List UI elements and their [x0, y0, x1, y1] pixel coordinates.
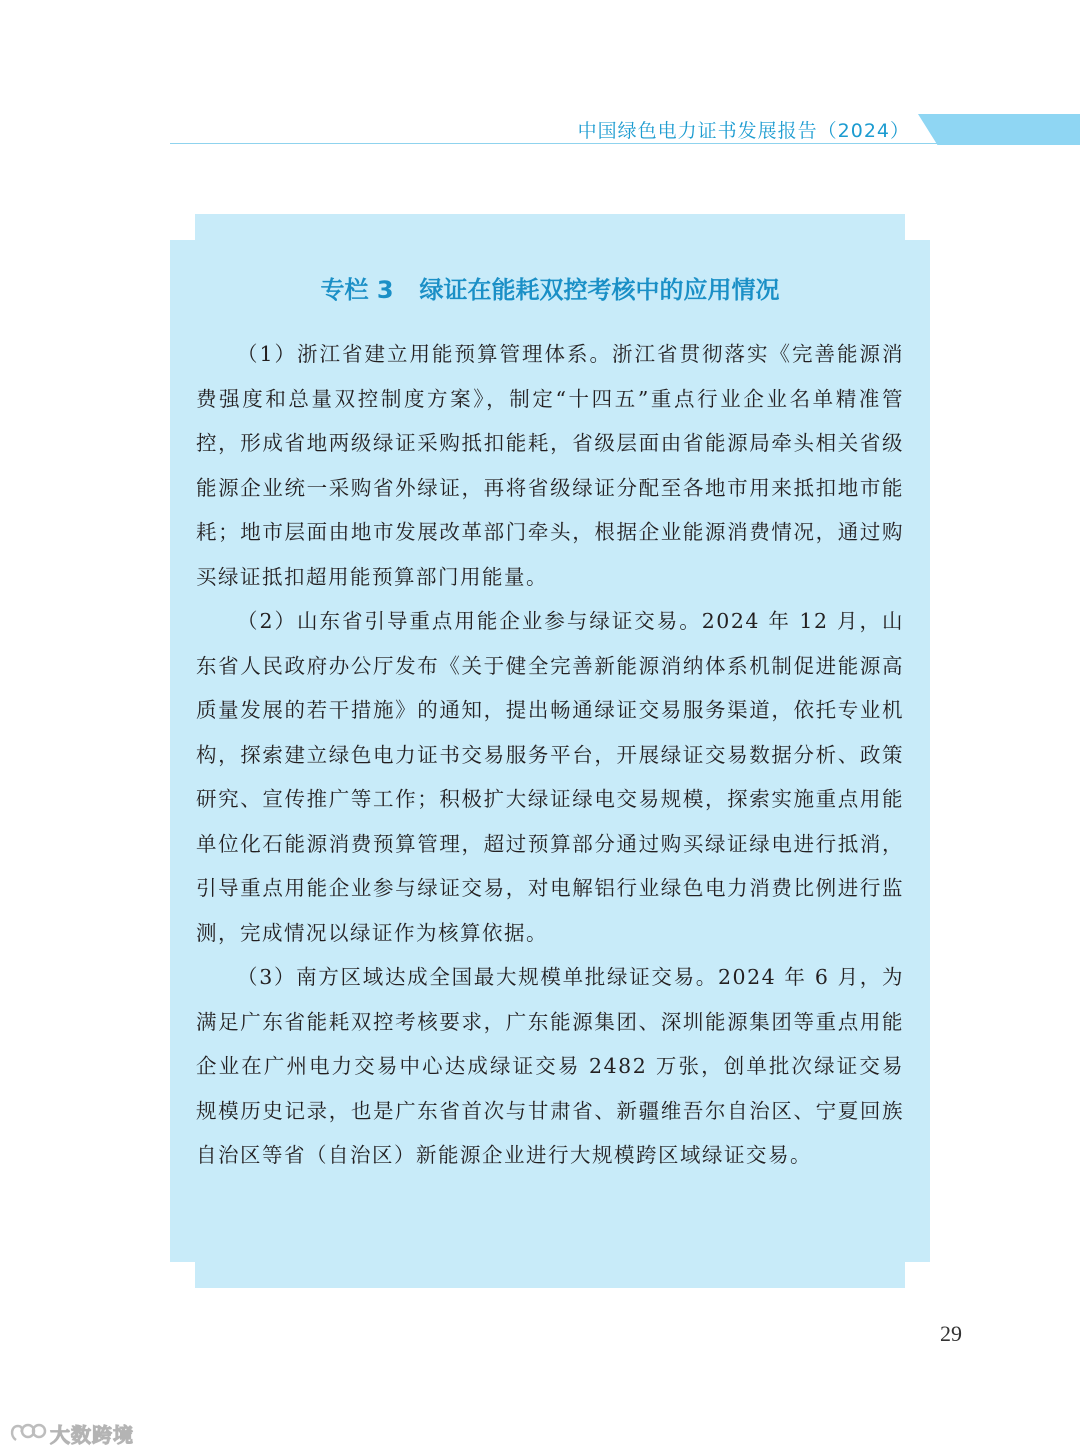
column-title — [170, 270, 930, 305]
paragraph-southern-region: （3）南方区域达成全国最大规模单批绿证交易。2024 年 6 月，为满足广东省能耗双控考核要求，广东能源集团、深圳能源集团等重点用能企业在广州电力交易中心达成绿证交易 2482 万张，创单批次绿证交易规模历史记录，也是广东省首次与甘肃省、新疆维吾尔自治区、宁夏回族自治区等省（自治区）新能源企业进行大规模跨区域绿证交易。 — [196, 965, 904, 1167]
watermark-logo-icon — [8, 1418, 48, 1448]
watermark — [8, 1416, 134, 1450]
paragraph-shandong: （2）山东省引导重点用能企业参与绿证交易。2024 年 12 月，山东省人民政府办公厅发布《关于健全完善新能源消纳体系机制促进能源高质量发展的若干措施》的通知，提出畅通绿证交易服务渠道，依托专业机构，探索建立绿色电力证书交易服务平台，开展绿证交易数据分析、政策研究、宣传推广等工作；积极扩大绿证绿电交易规模，探索实施重点用能单位化石能源消费预算管理，超过预算部分通过购买绿证绿电进行抵消，引导重点用能企业参与绿证交易，对电解铝行业绿色电力消费比例进行监测，完成情况以绿证作为核算依据。 — [196, 609, 904, 945]
header-rule — [170, 143, 945, 144]
column-heading: 绿证在能耗双控考核中的应用情况 — [419, 276, 780, 304]
header-tab-decoration — [918, 114, 1080, 145]
column-label: 专栏 3 — [320, 276, 394, 304]
watermark-text: 大数跨境 — [50, 1422, 134, 1447]
running-header-title: 中国绿色电力证书发展报告（2024） — [577, 120, 910, 142]
paragraph-zhejiang: （1）浙江省建立用能预算管理体系。浙江省贯彻落实《完善能源消费强度和总量双控制度方案》，制定“十四五”重点行业企业名单精准管控，形成省地两级绿证采购抵扣能耗，省级层面由省能源局牵头相关省级能源企业统一采购省外绿证，再将省级绿证分配至各地市用来抵扣地市能耗；地市层面由地市发展改革部门牵头，根据企业能源消费情况，通过购买绿证抵扣超用能预算部门用能量。 — [196, 342, 904, 589]
page-number: 29 — [940, 1321, 962, 1346]
column-body — [196, 332, 904, 1178]
